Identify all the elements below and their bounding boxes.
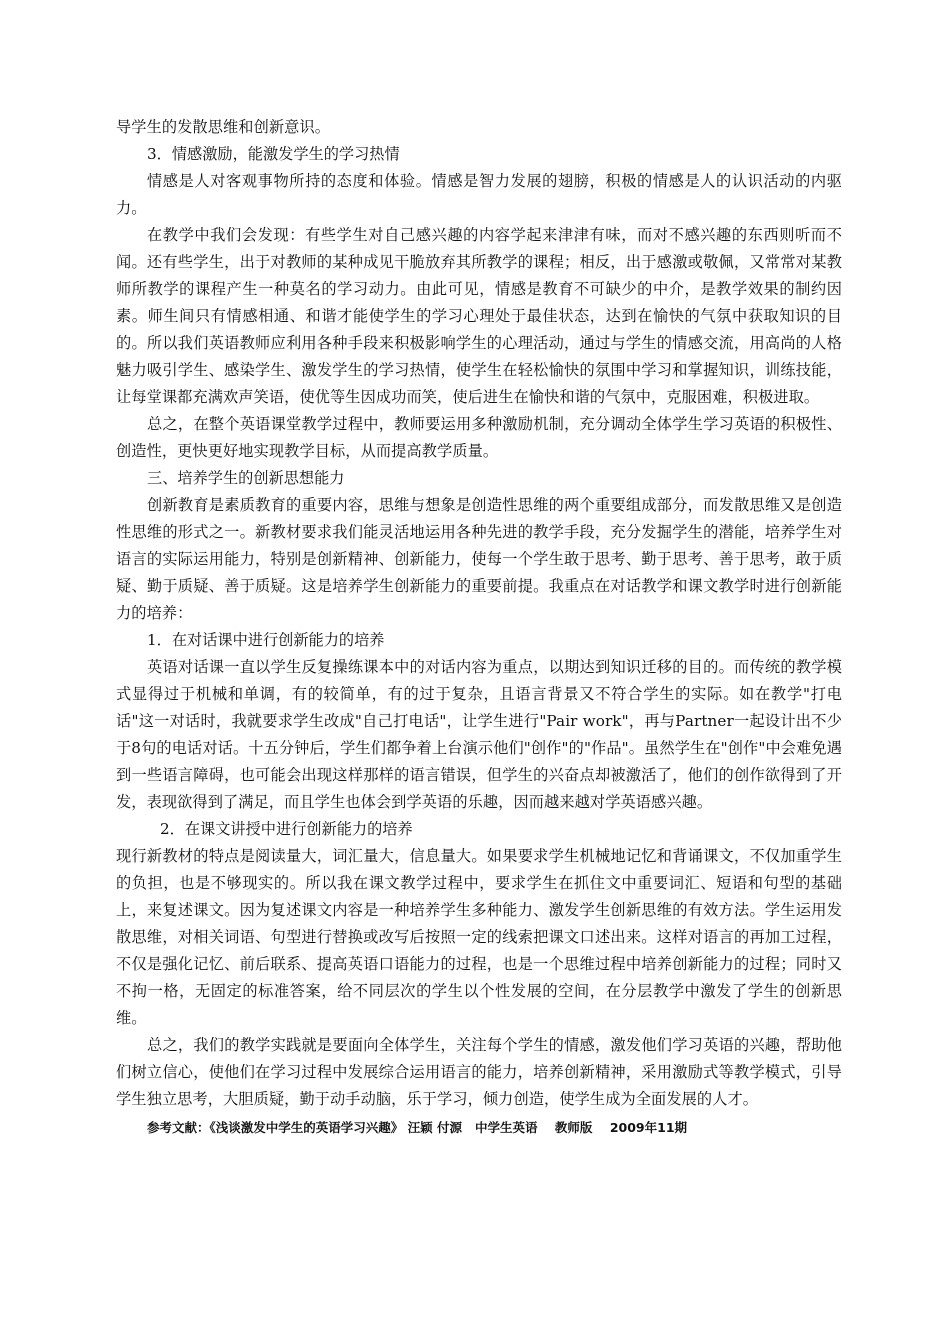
paragraph-2: 情感是人对客观事物所持的态度和体验。情感是智力发展的翅膀，积极的情感是人的认识活动的内驱力。 [116, 172, 842, 217]
paragraph-6: 英语对话课一直以学生反复操练课本中的对话内容为重点，以期达到知识迁移的目的。而传统的教学模式显得过于机械和单调，有的较简单，有的过于复杂，且语言背景又不符合学生的实际。如在教学"打电话"这一对话时，我就要求学生改成"自己打电话"，让学生进行"Pair work"，再与Partner一起设计出不少于8句的电话对话。十五分钟后，学生们都争着上台演示他们"创作"的"作品"。虽然学生在"创作"中会难免遇到一些语言障碍，也可能会出现这样那样的语言错误，但学生的兴奋点却被激活了，他们的创作欲得到了开发，表现欲得到了满足，而且学生也体会到学英语的乐趣，因而越来越对学英语感兴趣。 [116, 658, 842, 811]
document-page [116, 114, 842, 1139]
section-heading-innovation: 三、培养学生的创新思想能力 [147, 469, 345, 487]
reference-line: 参考文献：《浅谈激发中学生的英语学习兴趣》 汪颖 付源 中学生英语 教师版 2009年11期 [147, 1120, 688, 1135]
subsection-heading-text-teaching: 2．在课文讲授中进行创新能力的培养 [160, 820, 413, 838]
paragraph-4: 总之，在整个英语课堂教学过程中，教师要运用多种激励机制，充分调动全体学生学习英语的积极性、创造性，更快更好地实现教学目标，从而提高教学质量。 [116, 415, 842, 460]
paragraph-7: 现行新教材的特点是阅读量大，词汇量大，信息量大。如果要求学生机械地记忆和背诵课文，不仅加重学生的负担，也是不够现实的。所以我在课文教学过程中，要求学生在抓住文中重要词汇、短语和句型的基础上，来复述课文。因为复述课文内容是一种培养学生多种能力、激发学生创新思维的有效方法。学生运用发散思维，对相关词语、句型进行替换或改写后按照一定的线索把课文口述出来。这样对语言的再加工过程，不仅是强化记忆、前后联系、提高英语口语能力的过程，也是一个思维过程中培养创新能力的过程；同时又不拘一格，无固定的标准答案，给不同层次的学生以个性发展的空间，在分层教学中激发了学生的创新思维。 [116, 847, 842, 1027]
section-heading-emotion: 3．情感激励，能激发学生的学习热情 [147, 145, 400, 163]
paragraph-3: 在教学中我们会发现：有些学生对自己感兴趣的内容学起来津津有味，而对不感兴趣的东西则听而不闻。还有些学生，出于对教师的某种成见干脆放弃其所教学的课程；相反，出于感激或敬佩，又常常对某教师所教学的课程产生一种莫名的学习动力。由此可见，情感是教育不可缺少的中介，是教学效果的制约因素。师生间只有情感相通、和谐才能使学生的学习心理处于最佳状态，达到在愉快的气氛中获取知识的目的。所以我们英语教师应利用各种手段来积极影响学生的心理活动，通过与学生的情感交流，用高尚的人格魅力吸引学生、感染学生、激发学生的学习热情，使学生在轻松愉快的氛围中学习和掌握知识，训练技能，让每堂课都充满欢声笑语，使优等生因成功而笑，使后进生在愉快和谐的气氛中，克服困难，积极进取。 [116, 226, 842, 406]
paragraph-5: 创新教育是素质教育的重要内容，思维与想象是创造性思维的两个重要组成部分，而发散思维又是创造性思维的形式之一。新教材要求我们能灵活地运用各种先进的教学手段，充分发掘学生的潜能，培养学生对语言的实际运用能力，特别是创新精神、创新能力，使每一个学生敢于思考、勤于思考、善于思考，敢于质疑、勤于质疑、善于质疑。这是培养学生创新能力的重要前提。我重点在对话教学和课文教学时进行创新能力的培养： [116, 496, 842, 622]
paragraph-1: 导学生的发散思维和创新意识。 [116, 118, 331, 136]
paragraph-8: 总之，我们的教学实践就是要面向全体学生，关注每个学生的情感，激发他们学习英语的兴趣，帮助他们树立信心，使他们在学习过程中发展综合运用语言的能力，培养创新精神，采用激励式等教学模式，引导学生独立思考，大胆质疑，勤于动手动脑，乐于学习，倾力创造，使学生成为全面发展的人才。 [116, 1036, 842, 1108]
subsection-heading-dialogue: 1．在对话课中进行创新能力的培养 [147, 631, 385, 649]
